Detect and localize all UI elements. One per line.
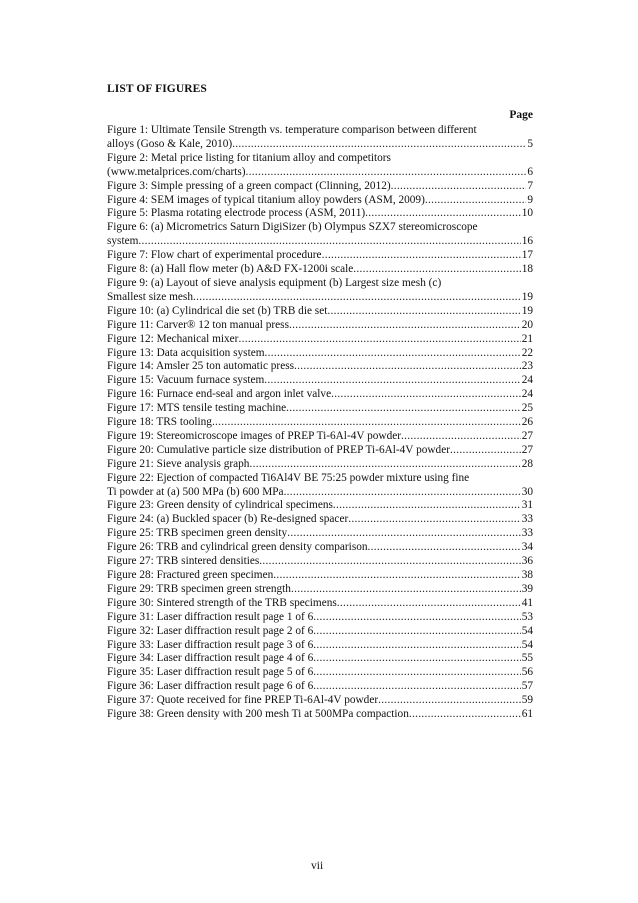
- dot-leader: [246, 166, 527, 180]
- figure-page-number: 61: [521, 708, 533, 721]
- list-item[interactable]: [107, 305, 533, 319]
- page-column-label: Page: [509, 109, 533, 121]
- figure-caption: Figure 10: (a) Cylindrical die set (b) TRB die set: [107, 304, 328, 317]
- list-item[interactable]: [107, 388, 533, 402]
- list-item[interactable]: [107, 152, 533, 180]
- figure-caption: Figure 3: Simple pressing of a green compact (Clinning, 2012): [107, 179, 391, 192]
- dot-leader: [391, 180, 527, 194]
- figure-page-number: 7: [527, 179, 533, 192]
- figure-caption: Figure 29: TRB specimen green strength: [107, 582, 291, 595]
- list-item[interactable]: [107, 124, 533, 152]
- list-item[interactable]: [107, 597, 533, 611]
- list-item[interactable]: [107, 402, 533, 416]
- figure-caption: Figure 25: TRB specimen green density: [107, 527, 288, 540]
- figure-line: [107, 388, 533, 402]
- figure-page-number: 36: [521, 555, 533, 568]
- figure-caption: Figure 32: Laser diffraction result page 2 of 6: [107, 624, 314, 637]
- list-item[interactable]: [107, 666, 533, 680]
- figure-page-number: 28: [521, 457, 533, 470]
- figure-caption: Figure 16: Furnace end-seal and argon inlet valve: [107, 388, 332, 401]
- figure-page-number: 19: [521, 304, 533, 317]
- dot-leader: [313, 680, 520, 694]
- list-item[interactable]: [107, 527, 533, 541]
- dot-leader: [378, 694, 521, 708]
- figure-line: [107, 499, 533, 513]
- figure-line: [107, 235, 533, 249]
- figure-caption: Figure 5: Plasma rotating electrode process (ASM, 2011): [107, 207, 366, 220]
- dot-leader: [273, 569, 520, 583]
- list-item[interactable]: [107, 611, 533, 625]
- figure-caption-first-line: Figure 2: Metal price listing for titanium alloy and competitors: [107, 151, 391, 164]
- figure-page-number: 17: [521, 249, 533, 262]
- list-item[interactable]: [107, 541, 533, 555]
- dot-leader: [291, 583, 521, 597]
- figure-line: [107, 305, 533, 319]
- figure-caption: Figure 37: Quote received for fine PREP Ti-6Al-4V powder: [107, 694, 379, 707]
- dot-leader: [264, 374, 520, 388]
- figure-caption: Figure 35: Laser diffraction result page 5 of 6: [107, 666, 314, 679]
- list-item[interactable]: [107, 472, 533, 500]
- figure-caption: Figure 24: (a) Buckled spacer (b) Re-designed spacer: [107, 513, 349, 526]
- figure-line: [107, 444, 533, 458]
- figure-caption: Figure 26: TRB and cylindrical green density comparison: [107, 541, 368, 554]
- dot-leader: [333, 499, 521, 513]
- list-item[interactable]: [107, 333, 533, 347]
- dot-leader: [212, 416, 521, 430]
- figure-caption: Figure 33: Laser diffraction result page 3 of 6: [107, 638, 314, 651]
- figure-line: [107, 138, 533, 152]
- figure-page-number: 59: [521, 694, 533, 707]
- dot-leader: [284, 486, 521, 500]
- figure-line: [107, 166, 533, 180]
- list-item[interactable]: [107, 458, 533, 472]
- figure-caption: Figure 7: Flow chart of experimental procedure: [107, 249, 322, 262]
- list-item[interactable]: [107, 652, 533, 666]
- dot-leader: [259, 555, 520, 569]
- figure-page-number: 19: [521, 290, 533, 303]
- figure-page-number: 56: [521, 666, 533, 679]
- figure-caption-first-line: Figure 9: (a) Layout of sieve analysis equipment (b) Largest size mesh (c): [107, 276, 442, 289]
- figure-caption: Figure 23: Green density of cylindrical specimens: [107, 499, 333, 512]
- figure-caption: Figure 34: Laser diffraction result page 4 of 6: [107, 652, 314, 665]
- figure-page-number: 53: [521, 610, 533, 623]
- figure-page-number: 16: [521, 235, 533, 248]
- dot-leader: [409, 708, 521, 722]
- dot-leader: [425, 194, 526, 208]
- figure-caption: Figure 38: Green density with 200 mesh Ti at 500MPa compaction: [107, 708, 409, 721]
- page-title: LIST OF FIGURES: [107, 83, 207, 95]
- figure-page-number: 24: [521, 374, 533, 387]
- figure-page-number: 34: [521, 541, 533, 554]
- figure-line: [107, 597, 533, 611]
- dot-leader: [193, 291, 521, 305]
- figure-line: [107, 513, 533, 527]
- figure-page-number: 24: [521, 388, 533, 401]
- dot-leader: [138, 235, 520, 249]
- figure-line: [107, 347, 533, 361]
- figure-line: [107, 666, 533, 680]
- dot-leader: [238, 333, 520, 347]
- dot-leader: [348, 513, 520, 527]
- figure-page-number: 26: [521, 416, 533, 429]
- list-item[interactable]: [107, 249, 533, 263]
- dot-leader: [313, 625, 520, 639]
- figure-line: [107, 555, 533, 569]
- figure-line: [107, 458, 533, 472]
- figure-caption: Figure 20: Cumulative particle size distribution of PREP Ti-6Al-4V powder: [107, 443, 450, 456]
- list-item[interactable]: [107, 680, 533, 694]
- figure-page-number: 25: [521, 402, 533, 415]
- dot-leader: [249, 458, 520, 472]
- figure-caption: Smallest size mesh: [107, 290, 193, 303]
- figure-caption: Ti powder at (a) 500 MPa (b) 600 MPa: [107, 485, 284, 498]
- figure-page-number: 39: [521, 582, 533, 595]
- figure-line: [107, 680, 533, 694]
- figure-line: [107, 694, 533, 708]
- figure-line: [107, 249, 533, 263]
- list-item[interactable]: [107, 625, 533, 639]
- figure-caption: (www.metalprices.com/charts): [107, 165, 246, 178]
- figure-page-number: 9: [527, 193, 533, 206]
- list-item[interactable]: [107, 180, 533, 194]
- list-item[interactable]: [107, 444, 533, 458]
- figure-line: [107, 541, 533, 555]
- dot-leader: [294, 360, 521, 374]
- dot-leader: [401, 430, 521, 444]
- dot-leader: [286, 402, 521, 416]
- list-item[interactable]: [107, 194, 533, 208]
- figure-line: [107, 625, 533, 639]
- figure-caption: Figure 4: SEM images of typical titanium alloy powders (ASM, 2009): [107, 193, 425, 206]
- figure-page-number: 55: [521, 652, 533, 665]
- figure-line: [107, 486, 533, 500]
- figure-caption: system: [107, 235, 139, 248]
- figure-caption: Figure 11: Carver® 12 ton manual press: [107, 318, 289, 331]
- dot-leader: [313, 666, 520, 680]
- list-item[interactable]: [107, 499, 533, 513]
- list-item[interactable]: [107, 277, 533, 305]
- figure-page-number: 33: [521, 527, 533, 540]
- figure-page-number: 33: [521, 513, 533, 526]
- figure-line: [107, 583, 533, 597]
- figure-page-number: 30: [521, 485, 533, 498]
- list-item[interactable]: [107, 569, 533, 583]
- figure-line: [107, 360, 533, 374]
- figure-caption: Figure 21: Sieve analysis graph: [107, 457, 250, 470]
- dot-leader: [337, 597, 521, 611]
- dot-leader: [450, 444, 521, 458]
- dot-leader: [365, 207, 521, 221]
- figure-caption-first-line: Figure 6: (a) Micrometrics Saturn DigiSizer (b) Olympus SZX7 stereomicroscope: [107, 221, 478, 234]
- list-item[interactable]: [107, 207, 533, 221]
- figure-line: [107, 402, 533, 416]
- figure-line: [107, 263, 533, 277]
- list-item[interactable]: [107, 347, 533, 361]
- figure-page-number: 10: [521, 207, 533, 220]
- figure-caption: Figure 19: Stereomicroscope images of PREP Ti-6Al-4V powder: [107, 429, 402, 442]
- figure-caption-first-line: Figure 22: Ejection of compacted Ti6Al4V BE 75:25 powder mixture using fine: [107, 471, 470, 484]
- figure-page-number: 21: [521, 332, 533, 345]
- list-item[interactable]: [107, 694, 533, 708]
- figure-line: [107, 180, 533, 194]
- figure-caption: alloys (Goso & Kale, 2010): [107, 137, 233, 150]
- figure-line: [107, 333, 533, 347]
- figure-page-number: 38: [521, 569, 533, 581]
- list-item[interactable]: [107, 319, 533, 333]
- figure-page-number: 54: [521, 638, 533, 651]
- figure-line: [107, 291, 533, 305]
- figure-caption: Figure 12: Mechanical mixer: [107, 332, 239, 345]
- figure-list: [107, 124, 533, 722]
- figure-line: [107, 194, 533, 208]
- list-item[interactable]: [107, 708, 533, 722]
- figure-caption: Figure 27: TRB sintered densities: [107, 555, 260, 568]
- figure-page-number: 27: [521, 429, 533, 442]
- list-item[interactable]: [107, 513, 533, 527]
- dot-leader: [327, 305, 520, 319]
- list-item[interactable]: [107, 583, 533, 597]
- figure-caption: Figure 36: Laser diffraction result page 6 of 6: [107, 680, 314, 693]
- figure-page-number: 27: [521, 443, 533, 456]
- figure-caption: Figure 31: Laser diffraction result page 1 of 6: [107, 610, 314, 623]
- figure-line: [107, 569, 533, 583]
- figure-line: [107, 319, 533, 333]
- figure-line: [107, 207, 533, 221]
- figure-caption: Figure 13: Data acquisition system: [107, 346, 265, 359]
- figure-line: [107, 416, 533, 430]
- figure-line: [107, 611, 533, 625]
- figure-page-number: 22: [521, 346, 533, 359]
- figure-line: [107, 374, 533, 388]
- dot-leader: [265, 347, 521, 361]
- figure-page-number: 23: [521, 360, 533, 373]
- figure-page-number: 5: [527, 137, 533, 150]
- list-item[interactable]: [107, 221, 533, 249]
- figure-page-number: 57: [521, 680, 533, 693]
- figure-caption: Figure 28: Fractured green specimen: [107, 569, 274, 581]
- figure-caption: Figure 17: MTS tensile testing machine: [107, 402, 287, 415]
- dot-leader: [313, 652, 520, 666]
- dot-leader: [331, 388, 521, 402]
- list-item[interactable]: [107, 555, 533, 569]
- figure-caption: Figure 30: Sintered strength of the TRB specimens: [107, 596, 337, 609]
- dot-leader: [289, 319, 521, 333]
- figure-page-number: 18: [521, 263, 533, 276]
- dot-leader: [353, 263, 520, 277]
- list-item[interactable]: [107, 374, 533, 388]
- figure-line: [107, 527, 533, 541]
- list-item[interactable]: [107, 639, 533, 653]
- figure-page-number: 20: [521, 318, 533, 331]
- figure-page-number: 54: [521, 624, 533, 637]
- figure-caption: Figure 15: Vacuum furnace system: [107, 374, 265, 387]
- figure-line: [107, 639, 533, 653]
- figure-page-number: 41: [521, 596, 533, 609]
- dot-leader: [313, 639, 520, 653]
- dot-leader: [287, 527, 521, 541]
- list-item[interactable]: [107, 263, 533, 277]
- list-item[interactable]: [107, 430, 533, 444]
- figure-page-number: 31: [521, 499, 533, 512]
- figure-line: [107, 430, 533, 444]
- figure-page-number: 6: [527, 165, 533, 178]
- figure-caption: Figure 8: (a) Hall flow meter (b) A&D FX-1200i scale: [107, 263, 354, 276]
- dot-leader: [232, 138, 526, 152]
- figure-caption: Figure 18: TRS tooling: [107, 416, 212, 429]
- footer-page-number: vii: [311, 860, 324, 872]
- list-item[interactable]: [107, 360, 533, 374]
- figure-caption-first-line: Figure 1: Ultimate Tensile Strength vs. temperature comparison between different: [107, 124, 477, 136]
- dot-leader: [322, 249, 521, 263]
- list-item[interactable]: [107, 416, 533, 430]
- dot-leader: [313, 611, 520, 625]
- figure-caption: Figure 14: Amsler 25 ton automatic press: [107, 360, 294, 373]
- figure-line: [107, 708, 533, 722]
- figure-line: [107, 652, 533, 666]
- dot-leader: [368, 541, 521, 555]
